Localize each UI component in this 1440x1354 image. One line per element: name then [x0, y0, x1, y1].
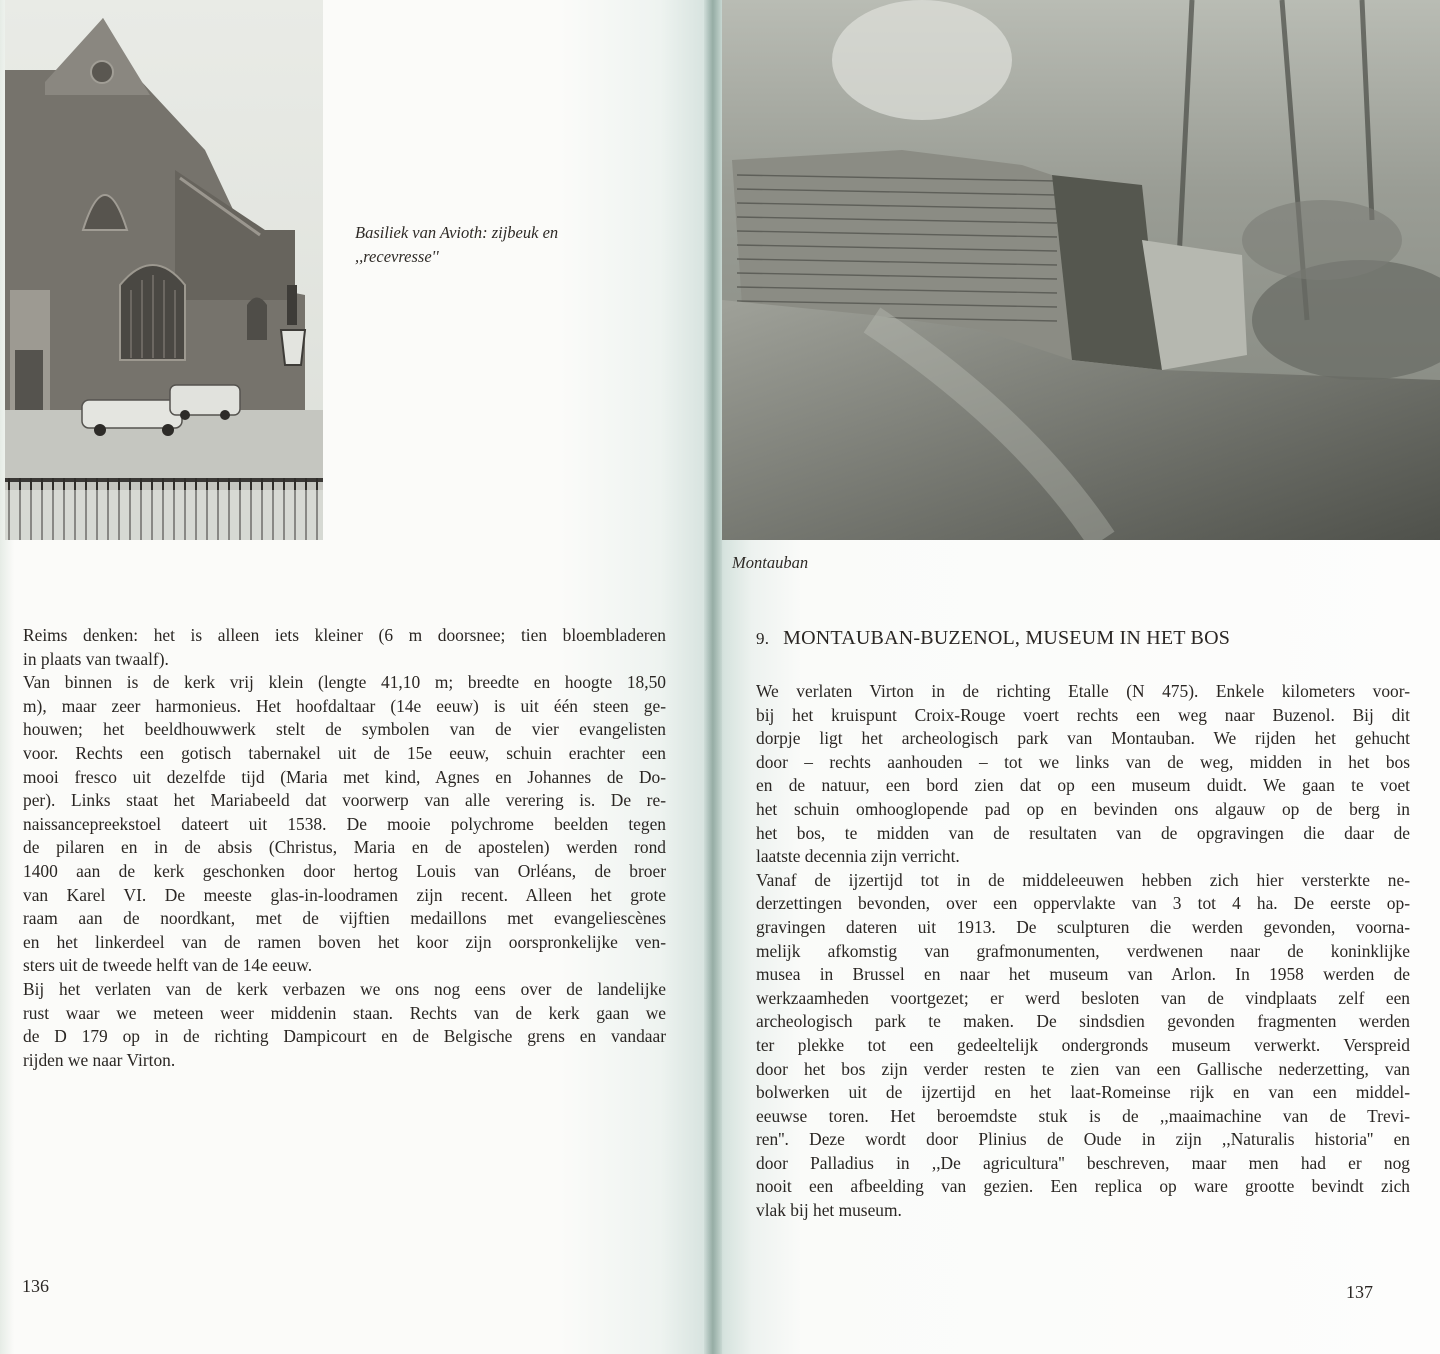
page-number-right: 137 — [1346, 1282, 1373, 1302]
text-line: dorpje ligt het archeologisch park van Montauban. We rijden het gehucht — [756, 728, 1410, 749]
caption-montauban: Montauban — [732, 553, 809, 572]
text-line: houwen; het beeldhouwwerk stelt de symbolen van de vier evangelisten — [23, 719, 666, 740]
book-gutter — [704, 0, 722, 1354]
text-line: Reims denken: het is alleen iets kleiner (6 m doorsnee; tien bloembladeren — [23, 625, 666, 645]
text-line: van Karel VI. De meeste glas-in-loodramen zijn recent. Alleen het grote — [23, 884, 666, 905]
text-line: sters uit de tweede helft van de 14e eeuw. — [23, 955, 313, 976]
caption-line: Basiliek van Avioth: zijbeuk en — [355, 223, 559, 242]
text-line: voor. Rechts een gotisch tabernakel uit de 15e eeuw, schuin erachter een — [23, 742, 666, 763]
text-line: mooi fresco uit dezelfde tijd (Maria met kind, Agnes en Johannes de Do- — [23, 766, 666, 787]
text-line: bolwerken uit de ijzertijd en het laat-Romeinse rijk en van een middel- — [756, 1082, 1410, 1103]
text-line: raam aan de noordkant, met de vijftien medaillons met evangeliescènes — [23, 908, 666, 929]
text-line: Vanaf de ijzertijd tot in de middeleeuwen hebben zich hier versterkte ne- — [756, 869, 1410, 890]
text-line: archeologisch park te maken. De sindsdien gevonden fragmenten werden — [756, 1011, 1410, 1032]
page-number-left: 136 — [22, 1276, 49, 1296]
section-number: 9. — [756, 629, 770, 648]
text-line: door – rechts aanhouden – tot we links van de weg, midden in het bos — [756, 751, 1410, 772]
photo-basilica — [5, 0, 323, 540]
caption-line: ,,recevresse'' — [355, 247, 439, 266]
text-line: naissancepreekstoel dateert uit 1538. De mooie polychrome beelden tegen — [23, 813, 666, 834]
text-line: We verlaten Virton in de richting Etalle (N 475). Enkele kilometers voor- — [756, 681, 1410, 701]
text-line: m), maar zeer harmonieus. Het hoofdaltaar (14e eeuw) is uit één steen ge- — [23, 695, 666, 716]
text-line: werkzaamheden voortgezet; er werd besloten van de vindplaats zelf een — [756, 987, 1410, 1008]
body-text-right — [756, 680, 1410, 1223]
text-line: ter plekke tot een gedeeltelijk ondergronds museum verwerkt. Verspreid — [756, 1034, 1410, 1055]
section-title: MONTAUBAN-BUZENOL, MUSEUM IN HET BOS — [783, 627, 1231, 649]
text-line: Van binnen is de kerk vrij klein (lengte 41,10 m; breedte en hoogte 18,50 — [23, 672, 666, 693]
caption-basilica — [355, 221, 635, 269]
photo-montauban — [722, 0, 1440, 540]
text-line: per). Links staat het Mariabeeld dat voorwerp van alle verering is. De re- — [23, 790, 666, 811]
text-line: en het linkerdeel van de ramen boven het koor zijn oorspronkelijke ven- — [23, 931, 666, 952]
text-line: bij het kruispunt Croix-Rouge voert rechts een weg naar Buzenol. Bij dit — [756, 704, 1410, 725]
text-line: melijk afkomstig van grafmonumenten, verdwenen naar de koninklijke — [756, 940, 1410, 961]
text-line: 1400 aan de kerk geschonken door hertog Louis van Orléans, de broer — [23, 860, 666, 881]
body-text-left — [23, 624, 666, 1072]
section-heading — [756, 627, 1230, 650]
right-page — [712, 0, 1440, 1354]
text-line: musea in Brussel en naar het museum van Arlon. In 1958 werden de — [756, 964, 1410, 985]
text-line: eeuwse toren. Het beroemdste stuk is de ,,maaimachine van de Trevi- — [756, 1105, 1410, 1126]
forest-ruins-illustration-icon — [722, 0, 1440, 540]
text-line: Bij het verlaten van de kerk verbazen we ons nog eens over de landelijke — [23, 978, 666, 999]
text-line: in plaats van twaalf). — [23, 648, 169, 669]
text-line: derzettingen bevonden, over een oppervlakte van 3 tot 4 ha. De eerste op- — [756, 893, 1410, 914]
text-line: vlak bij het museum. — [756, 1200, 902, 1221]
basilica-illustration-icon — [5, 0, 323, 540]
text-line: gravingen dateren uit 1913. De sculpturen die werden gevonden, voorna- — [756, 916, 1410, 937]
text-line: ren''. Deze wordt door Plinius de Oude in zijn ,,Naturalis historia'' en — [756, 1129, 1410, 1150]
text-line: het bos, te midden van de resultaten van de opgravingen die daar de — [756, 822, 1410, 843]
text-line: nooit een afbeelding van gezien. Een replica op ware grootte bevindt zich — [756, 1176, 1410, 1197]
text-line: rust waar we meteen weer middenin staan. Rechts van de kerk gaan we — [23, 1002, 666, 1023]
text-line: laatste decennia zijn verricht. — [756, 846, 960, 867]
text-line: de pilaren en in de absis (Christus, Maria en de apostelen) werden rond — [23, 837, 666, 858]
text-line: het schuin omhooglopende pad op en bevinden ons algauw op de berg in — [756, 798, 1410, 819]
text-line: door het bos zijn verder resten te zien van een Gallische nederzetting, van — [756, 1058, 1410, 1079]
text-line: de D 179 op in de richting Dampicourt en de Belgische grens en vandaar — [23, 1026, 666, 1047]
text-line: rijden we naar Virton. — [23, 1049, 176, 1070]
left-page — [0, 0, 712, 1354]
text-line: en de natuur, een bord zien dat op een museum duidt. We gaan te voet — [756, 775, 1410, 796]
text-line: door Palladius in ,,De agricultura'' beschreven, maar men had er nog — [756, 1152, 1410, 1173]
